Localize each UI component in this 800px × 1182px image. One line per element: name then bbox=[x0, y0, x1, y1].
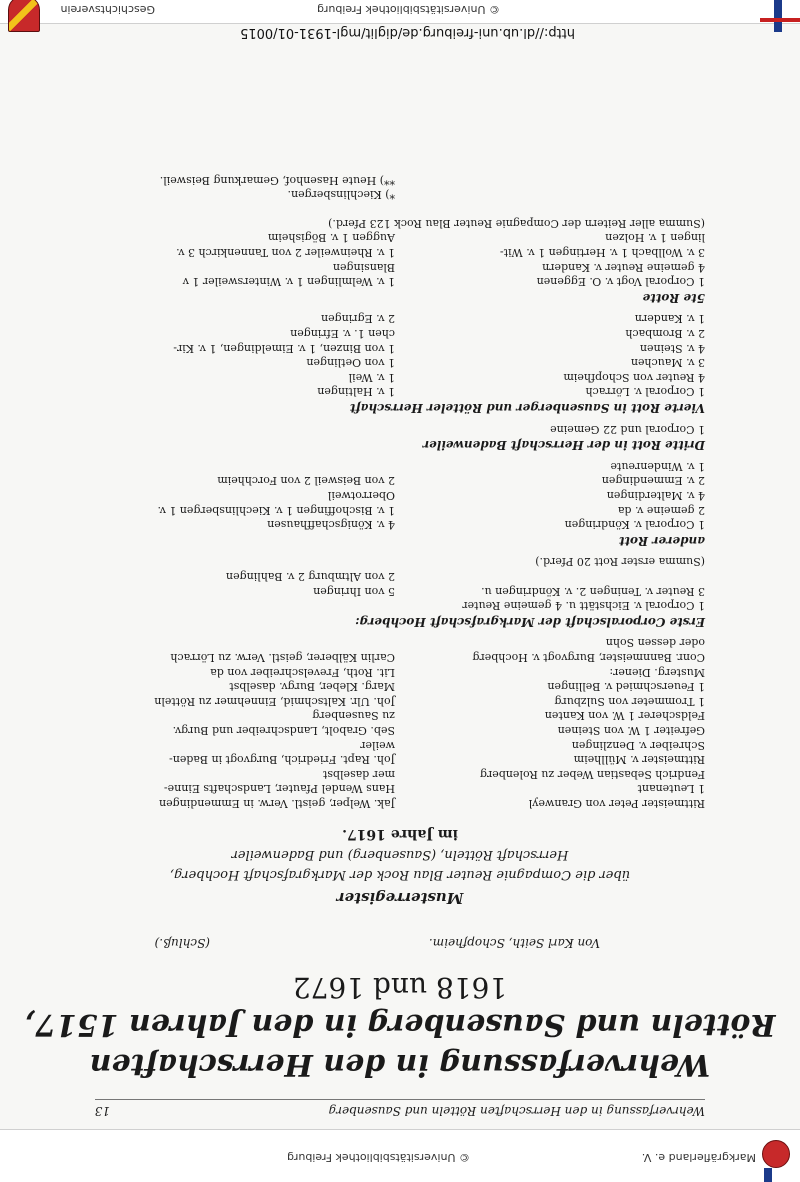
roster-right-8: Marg. Kleber, Burgv. daselbst bbox=[229, 680, 395, 694]
group-3-right-2: 1 von Oetlingen bbox=[306, 356, 395, 370]
group-0-right-2: 2 von Altmburg 2 v. Bahlingen bbox=[225, 570, 395, 583]
section-title: Musterregister bbox=[336, 889, 464, 907]
group-1-right-1: 1 v. Bischoffingen 1 v. Kiechlinsbergen 1 v. bbox=[157, 503, 395, 517]
group-1-right-0: 4 v. Königschaffhausen bbox=[267, 518, 395, 532]
roster-right-2: mer daselbst bbox=[322, 767, 395, 781]
roster-right-4: weiler bbox=[360, 738, 395, 752]
group-3-left-3: 4 v. Steinen bbox=[639, 341, 705, 355]
roster-left-6: Feldscherer 1 W. von Kanten bbox=[544, 709, 705, 723]
library-copyright-bottom: © Universitätsbibliothek Freiburg bbox=[317, 3, 500, 16]
header-rule bbox=[95, 1099, 705, 1100]
group-0-right-1: 5 von Ihringen bbox=[313, 584, 395, 598]
group-3-left-1: 4 Reuter von Schopfheim bbox=[563, 370, 705, 384]
roster-right-7: Joh. Ulr. Kaltschmid, Einnehmer zu Rötteln bbox=[154, 694, 395, 708]
footnote-0: *) Kiechlinsbergen. bbox=[287, 188, 395, 202]
roster-left-9: Musterg. Diener: bbox=[609, 665, 705, 679]
roster-left-1: 1 Leutenant bbox=[637, 782, 705, 796]
roster-right-9: Lit. Roth, Frevelschreiber von da bbox=[210, 665, 395, 679]
society-logo-icon bbox=[762, 1140, 790, 1168]
roster-left-11: oder dessen Sohn bbox=[605, 636, 705, 650]
society-name-bottom: Geschichtsverein bbox=[60, 3, 155, 16]
group-1-left-0: 1 Corporal v. Köndringen bbox=[564, 518, 705, 532]
roster-right-5: Seb. Grabolt, Landschreiber und Burgv. bbox=[172, 724, 395, 737]
group-4-left-4: (Summa aller Reitern der Compagnie Reuter Blau Rock 123 Pferd.) bbox=[328, 216, 705, 230]
article-title-line1: Wehrverfassung in den Herrschaften bbox=[89, 1047, 711, 1082]
roster-left-2: Fendrich Sebastian Weber zu Rolenberg bbox=[479, 767, 705, 781]
group-heading-2: Dritte Rott in der Herrschaft Badenweiler bbox=[422, 438, 705, 453]
group-heading-1: anderer Rott bbox=[618, 533, 705, 548]
group-3-right-0: 1 v. Haltingen bbox=[317, 385, 395, 399]
footnote-1: **) Heute Hasenhof, Gemarkung Beisweil. bbox=[159, 173, 395, 187]
group-4-left-2: 3 v. Wollbach 1 v. Hertingen 1 v. Wit- bbox=[499, 246, 705, 259]
library-marker-icon bbox=[764, 1168, 772, 1182]
article-title-line3: 1618 und 1672 bbox=[292, 971, 508, 1004]
group-4-left-0: 1 Corporal Vogt v. O. Eggenen bbox=[536, 275, 705, 289]
group-0-left-3: (Summa erster Rott 20 Pferd.) bbox=[535, 555, 705, 569]
group-1-left-3: 2 v. Emmendingen bbox=[601, 474, 705, 488]
roster-right-6: zu Sausenberg bbox=[312, 709, 395, 723]
group-3-right-3: 1 von Binzen, 1 v. Eimeldingen, 1 v. Kir- bbox=[173, 341, 395, 355]
library-copyright-top: © Universitätsbibliothek Freiburg bbox=[287, 1151, 470, 1164]
section-subtitle-2: Herrschaft Rötteln, (Sausenberg) und Badenweiler bbox=[231, 847, 569, 862]
article-title-line2: Rötteln und Sausenberg in den Jahren 1517, bbox=[24, 1007, 776, 1042]
group-3-left-5: 1 v. Kandern bbox=[634, 312, 705, 326]
group-1-right-2: Oberrotweil bbox=[327, 489, 395, 502]
group-3-left-2: 3 v. Mauchen bbox=[630, 356, 705, 370]
roster-right-0: Jak. Welper, geistl. Verw. in Emmendingen bbox=[159, 797, 395, 810]
byline-author: Von Karl Seith, Schopfheim. bbox=[428, 936, 600, 950]
section-year: im Jahre 1617. bbox=[342, 826, 458, 842]
section-subtitle-1: über die Compagnie Reuter Blau Rock der Markgrafschaft Hochberg, bbox=[169, 867, 631, 882]
group-heading-4: 5te Rotte bbox=[642, 290, 705, 305]
roster-right-3: Joh. Rapt. Friedrich, Burgvogt in Baden- bbox=[169, 753, 395, 767]
roster-left-3: Rittmeister v. Müllheim bbox=[573, 753, 705, 767]
group-4-left-1: 4 gemeine Reuter v. Kandern bbox=[542, 260, 705, 274]
group-4-right-1: Blansingen bbox=[332, 260, 395, 274]
group-3-right-4: chen 1. v. Efringen bbox=[290, 327, 395, 340]
roster-left-10: Conr. Bannmeister, Burgvogt v. Hochberg bbox=[472, 651, 705, 664]
group-0-left-1: 3 Reuter v. Teningen 2. v. Köndringen u. bbox=[481, 584, 705, 598]
running-title: Wehrverfassung in den Herrschaften Rötteln und Sausenberg bbox=[328, 1104, 705, 1118]
roster-left-5: Gefreiter 1 W. von Steinen bbox=[557, 724, 705, 737]
group-1-left-4: 1 v. Windenreute bbox=[610, 459, 705, 473]
roster-left-4: Schreiber v. Denzlingen bbox=[571, 738, 705, 752]
group-3-left-0: 1 Corporal v. Lörrach bbox=[585, 385, 705, 399]
source-url[interactable]: http://dl.ub.uni-freiburg.de/diglit/mgl-1931-01/0015 bbox=[240, 25, 575, 40]
group-heading-0: Erste Corporalschaft der Markgrafschaft Hochberg: bbox=[355, 614, 705, 629]
roster-left-8: 1 Feuerschmied v. Bellingen bbox=[547, 680, 705, 694]
group-3-right-1: 1 v. Weil bbox=[348, 370, 395, 384]
roster-right-1: Hans Wendel Pfauter, Landschafts Einne- bbox=[163, 782, 395, 796]
group-2-left-0: 1 Corporal und 22 Gemeine bbox=[550, 422, 705, 436]
group-4-right-3: Auggen 1 v. Bögisheim bbox=[267, 231, 395, 245]
roster-right-10: Carlin Kälberer, geistl. Verw. zu Lörrach bbox=[170, 651, 395, 664]
society-name-top: Markgräflerland e. V. bbox=[641, 1151, 756, 1164]
group-0-left-0: 1 Corporal v. Eichstätt u. 4 gemeine Reuter bbox=[462, 599, 705, 613]
page-number: 13 bbox=[94, 1104, 110, 1118]
group-heading-3: Vierte Rott in Sausenberger und Rötteler Herrschaft bbox=[349, 401, 705, 415]
viewer-red-bar bbox=[760, 18, 800, 22]
roster-left-7: 1 Trommeter von Sulzburg bbox=[554, 694, 705, 708]
coat-of-arms-icon bbox=[8, 0, 40, 32]
group-4-right-0: 1 v. Welmlingen 1 v. Wintersweiler 1 v bbox=[182, 275, 395, 289]
group-1-left-2: 4 v. Malterdingen bbox=[606, 489, 705, 502]
group-4-left-3: lingen 1 v. Holzen bbox=[605, 231, 705, 245]
byline-note: (Schluß.) bbox=[154, 936, 210, 950]
group-3-right-5: 2 v. Egringen bbox=[321, 312, 395, 326]
group-3-left-4: 2 v. Brombach bbox=[625, 327, 705, 340]
group-1-right-3: 2 von Beisweil 2 von Forchheim bbox=[217, 474, 395, 488]
roster-left-0: Rittmeister Peter von Granweyl bbox=[528, 797, 705, 810]
viewer-marker-icon bbox=[774, 0, 782, 32]
group-1-left-1: 2 gemeine v. da bbox=[617, 503, 705, 517]
group-4-right-2: 1 v. Rheinweiler 2 von Tannenkirch 3 v. bbox=[176, 246, 395, 259]
